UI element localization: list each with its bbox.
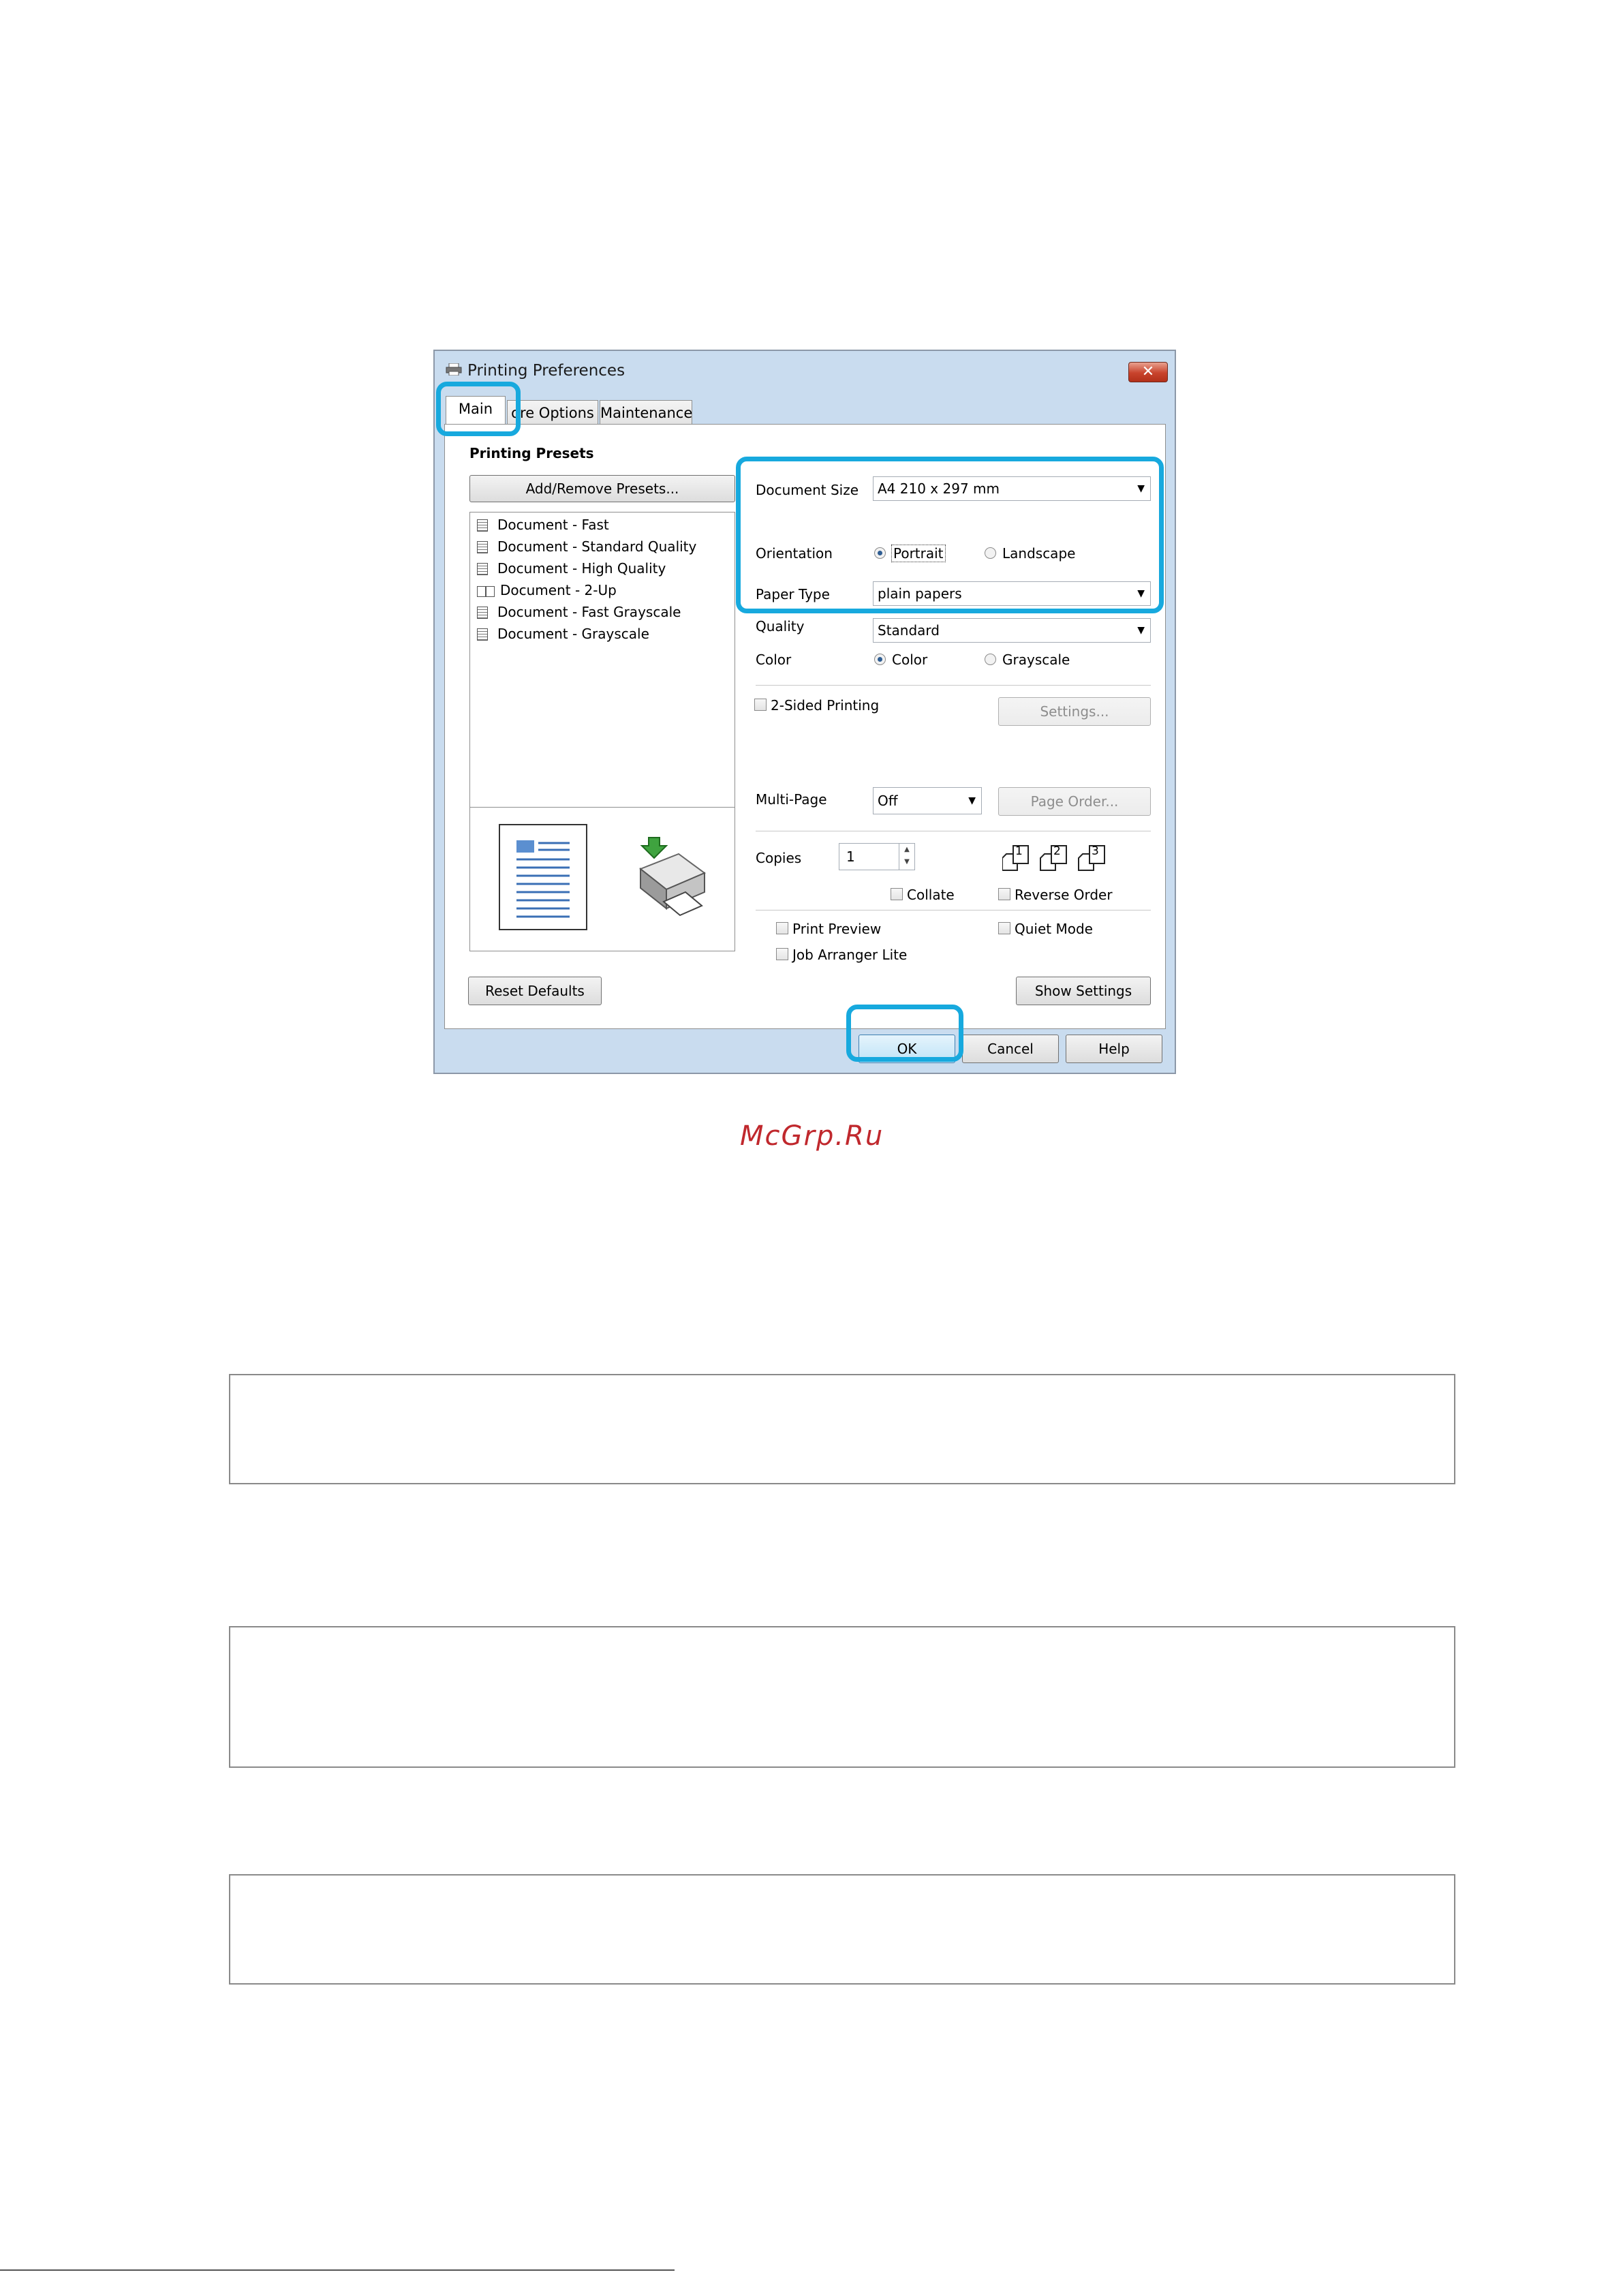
dialog-title: Printing Preferences <box>467 362 625 380</box>
document-size-label: Document Size <box>756 482 859 498</box>
divider <box>756 685 1151 686</box>
chevron-down-icon: ▼ <box>1137 625 1145 636</box>
watermark-text: McGrp.Ru <box>740 1120 884 1152</box>
two-up-icon <box>477 586 495 597</box>
document-icon <box>477 541 488 553</box>
job-arranger-lite-label[interactable]: Job Arranger Lite <box>792 947 908 963</box>
list-item[interactable]: Document - Fast Grayscale <box>477 604 681 620</box>
printer-icon <box>628 835 710 919</box>
list-item[interactable]: Document - High Quality <box>477 560 666 577</box>
collate-label[interactable]: Collate <box>907 887 955 903</box>
portrait-label[interactable]: Portrait <box>893 545 944 562</box>
reverse-order-label[interactable]: Reverse Order <box>1015 887 1113 903</box>
document-settings-highlight <box>736 457 1164 613</box>
printer-icon <box>446 363 462 376</box>
print-preview-checkbox[interactable] <box>776 922 788 934</box>
quality-label: Quality <box>756 618 805 634</box>
title-bar[interactable] <box>435 351 1175 391</box>
close-icon: ✕ <box>1141 363 1155 380</box>
list-item[interactable]: Document - 2-Up <box>477 582 617 598</box>
page-footer-rule <box>0 2269 675 2271</box>
reverse-order-checkbox[interactable] <box>998 888 1010 900</box>
list-item[interactable]: Document - Fast <box>477 517 609 533</box>
list-item[interactable]: Document - Standard Quality <box>477 538 696 555</box>
multi-page-select[interactable]: Off ▼ <box>873 787 982 814</box>
document-icon <box>477 563 488 575</box>
two-sided-printing-checkbox[interactable] <box>754 699 767 711</box>
collate-digit-1: 1 <box>1015 844 1023 858</box>
copies-label: Copies <box>756 850 802 866</box>
reset-defaults-button[interactable]: Reset Defaults <box>468 977 602 1005</box>
grayscale-radio[interactable] <box>985 654 996 665</box>
landscape-label[interactable]: Landscape <box>1002 545 1076 562</box>
print-preview-label[interactable]: Print Preview <box>792 921 882 937</box>
ok-button[interactable]: OK <box>859 1035 955 1063</box>
color-option-label[interactable]: Color <box>892 652 928 668</box>
chevron-down-icon: ▼ <box>1137 483 1145 494</box>
close-button[interactable] <box>1128 362 1168 382</box>
quality-select[interactable]: Standard ▼ <box>873 618 1151 643</box>
collate-checkbox[interactable] <box>891 888 903 900</box>
copies-stepper[interactable]: ▲ ▼ <box>899 844 914 870</box>
document-icon <box>477 519 488 532</box>
note-box <box>229 1626 1455 1768</box>
job-arranger-lite-checkbox[interactable] <box>776 948 788 960</box>
cancel-button[interactable]: Cancel <box>962 1035 1059 1063</box>
preview-pane <box>469 807 735 951</box>
quiet-mode-label[interactable]: Quiet Mode <box>1015 921 1093 937</box>
copies-input[interactable]: 1 ▲ ▼ <box>839 843 915 870</box>
document-icon <box>477 607 488 619</box>
paper-type-select[interactable]: plain papers ▼ <box>873 581 1151 606</box>
two-sided-printing-label[interactable]: 2-Sided Printing <box>771 697 880 714</box>
list-item[interactable]: Document - Grayscale <box>477 626 649 642</box>
color-label: Color <box>756 652 792 668</box>
page-preview-icon <box>499 824 587 933</box>
chevron-down-icon: ▼ <box>1137 588 1145 599</box>
note-box <box>229 1374 1455 1484</box>
document-size-select[interactable]: A4 210 x 297 mm ▼ <box>873 476 1151 501</box>
color-radio[interactable] <box>874 654 886 665</box>
printing-presets-heading: Printing Presets <box>469 445 594 461</box>
paper-type-label: Paper Type <box>756 586 830 602</box>
add-remove-presets-button[interactable]: Add/Remove Presets... <box>469 475 735 502</box>
help-button[interactable]: Help <box>1066 1035 1162 1063</box>
orientation-label: Orientation <box>756 545 833 562</box>
note-box <box>229 1874 1455 1985</box>
presets-list <box>469 512 735 808</box>
collate-digit-2: 2 <box>1053 844 1061 858</box>
grayscale-label[interactable]: Grayscale <box>1002 652 1070 668</box>
collate-digit-3: 3 <box>1092 844 1099 858</box>
ok-button-highlight <box>846 1005 963 1062</box>
page-order-button[interactable]: Page Order... <box>998 787 1151 816</box>
multi-page-label: Multi-Page <box>756 791 827 808</box>
document-icon <box>477 628 488 641</box>
main-tab-highlight <box>436 382 521 436</box>
quiet-mode-checkbox[interactable] <box>998 922 1010 934</box>
tab-maintenance[interactable]: Maintenance <box>600 400 692 425</box>
show-settings-button[interactable]: Show Settings <box>1016 977 1151 1005</box>
tab-main[interactable]: Main <box>446 396 506 425</box>
tab-more-options[interactable]: ore Options <box>507 400 598 425</box>
settings-button[interactable]: Settings... <box>998 697 1151 726</box>
chevron-down-icon: ▼ <box>968 795 976 806</box>
